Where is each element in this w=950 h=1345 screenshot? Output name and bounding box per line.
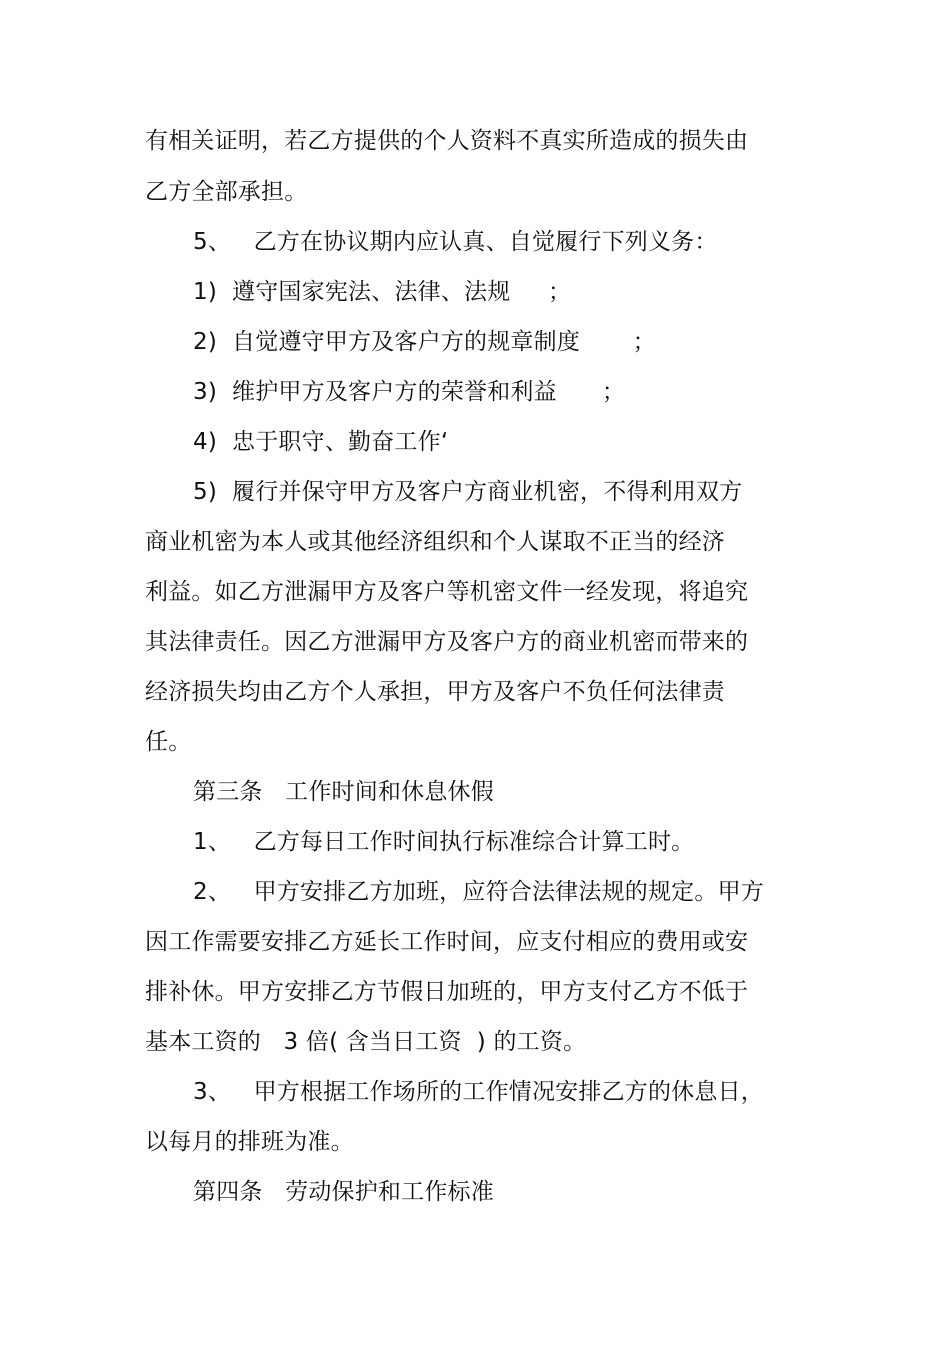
article-3-item-2: 2、 甲方安排乙方加班，应符合法律法规的规定。甲方 — [193, 879, 764, 905]
text-line-10: 利益。如乙方泄漏甲方及客户等机密文件一经发现，将追究 — [145, 579, 749, 605]
duty-item-5: 5) 履行并保守甲方及客户方商业机密，不得利用双方 — [193, 479, 743, 505]
text-line-1: 有相关证明，若乙方提供的个人资料不真实所造成的损失由 — [145, 128, 749, 154]
duty-item-3: 3) 维护甲方及客户方的荣誉和利益 ； — [193, 379, 626, 405]
text-line-12: 经济损失均由乙方个人承担，甲方及客户不负任何法律责 — [145, 679, 725, 705]
text-line-19: 基本工资的 3 倍( 含当日工资 ) 的工资。 — [145, 1029, 587, 1055]
list-item-5: 5、 乙方在协议期内应认真、自觉履行下列义务： — [193, 229, 718, 255]
duty-item-2: 2) 自觉遵守甲方及客户方的规章制度 ； — [193, 329, 656, 355]
text-line-9: 商业机密为本人或其他经济组织和个人谋取不正当的经济 — [145, 529, 725, 555]
article-4-heading: 第四条 劳动保护和工作标准 — [193, 1179, 494, 1205]
duty-item-4: 4) 忠于职守、勤奋工作‘ — [193, 429, 449, 455]
article-3-heading: 第三条 工作时间和休息休假 — [193, 779, 494, 805]
text-line-11: 其法律责任。因乙方泄漏甲方及客户方的商业机密而带来的 — [145, 629, 749, 655]
text-line-13: 任。 — [145, 729, 192, 755]
text-line-2: 乙方全部承担。 — [145, 179, 308, 205]
text-line-21: 以每月的排班为准。 — [145, 1129, 354, 1155]
text-line-17: 因工作需要安排乙方延长工作时间，应支付相应的费用或安 — [145, 929, 749, 955]
duty-item-1: 1) 遵守国家宪法、法律、法规 ； — [193, 279, 572, 305]
article-3-item-3: 3、 甲方根据工作场所的工作情况安排乙方的休息日， — [193, 1079, 764, 1105]
text-line-18: 排补休。甲方安排乙方节假日加班的，甲方支付乙方不低于 — [145, 979, 749, 1005]
article-3-item-1: 1、 乙方每日工作时间执行标准综合计算工时。 — [193, 829, 695, 855]
